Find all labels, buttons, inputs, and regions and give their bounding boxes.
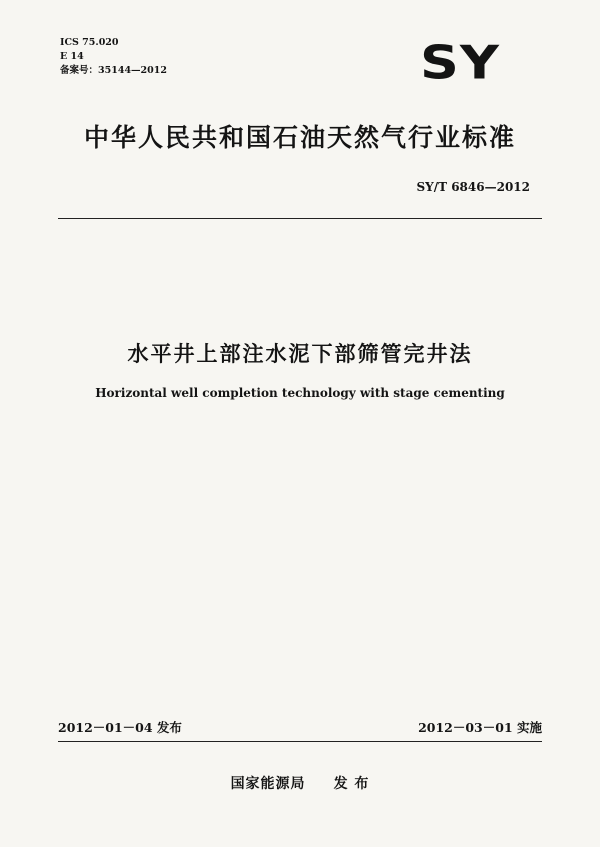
- standard-number: SY/T 6846—2012: [416, 180, 530, 194]
- effective-date: 2012－03－01 实施: [418, 720, 542, 735]
- ics-code: ICS 75.020: [60, 37, 119, 48]
- classification-code: E 14: [60, 51, 84, 62]
- sy-logo: SY: [420, 35, 500, 90]
- publisher-line: [0, 773, 600, 793]
- top-divider: [58, 218, 542, 219]
- bottom-divider: [58, 741, 542, 742]
- filing-number: 备案号：35144—2012: [60, 65, 167, 76]
- document-subtitle-en: Horizontal well completion technology with stage cementing: [95, 386, 505, 400]
- issue-date: 2012－01－04 发布: [58, 720, 182, 735]
- publisher-name: 国家能源局: [230, 776, 306, 792]
- publish-label: 发 布: [333, 776, 370, 792]
- organization-title: 中华人民共和国石油天然气行业标准: [83, 123, 516, 152]
- document-title: 水平井上部注水泥下部筛管完井法: [127, 342, 473, 366]
